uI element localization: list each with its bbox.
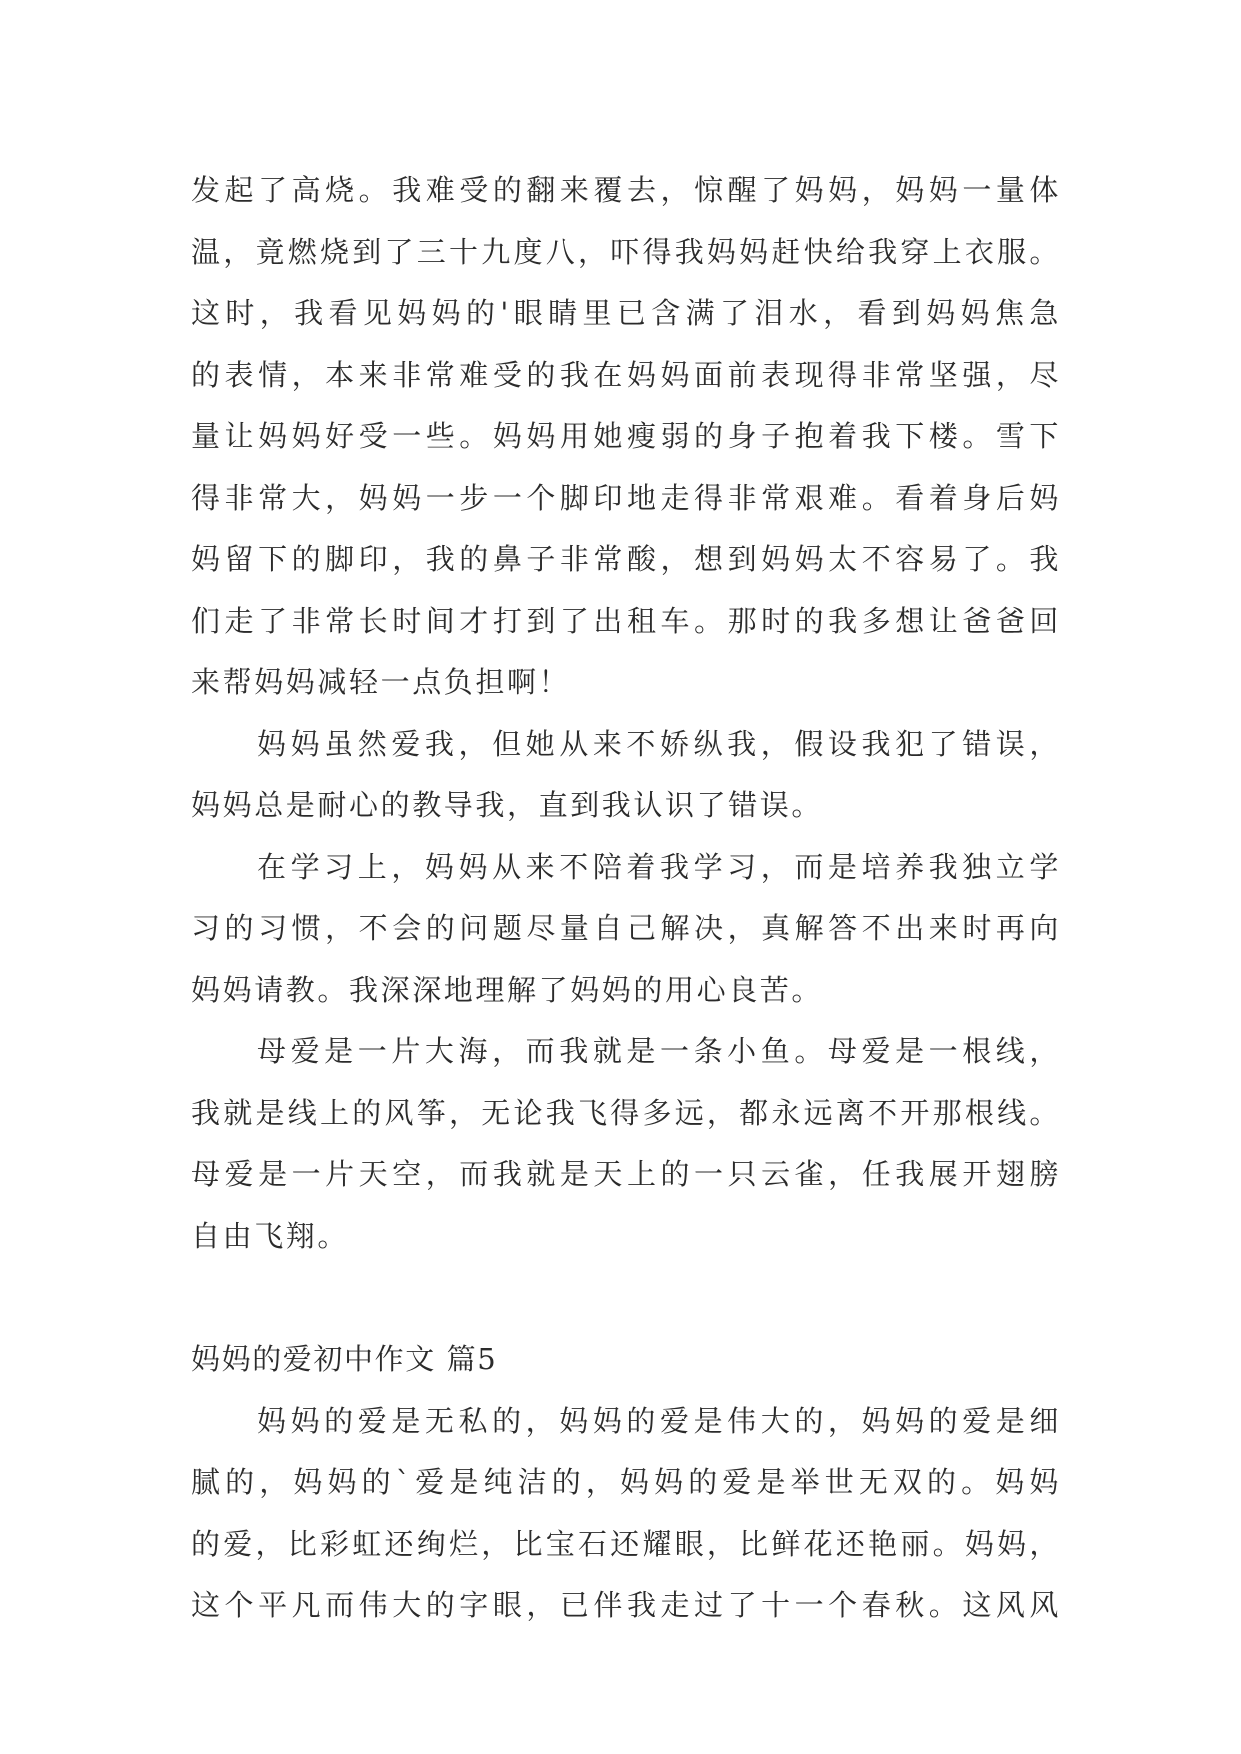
text-line: 们走了非常长时间才打到了出租车。那时的我多想让爸爸回 xyxy=(191,603,1061,638)
paragraph-3 xyxy=(191,837,1061,1022)
text-line: 母爱是一片天空，而我就是天上的一只云雀，任我展开翅膀 xyxy=(191,1157,1061,1191)
paragraph-1 xyxy=(191,160,1061,714)
text-line: 妈留下的脚印，我的鼻子非常酸，想到妈妈太不容易了。我 xyxy=(191,542,1061,576)
text-line: 妈妈请教。我深深地理解了妈妈的用心良苦。 xyxy=(191,972,824,1007)
text-line: 我就是线上的风筝，无论我飞得多远，都永远离不开那根线。 xyxy=(191,1095,1061,1130)
text-line: 母爱是一片大海，而我就是一条小鱼。母爱是一根线， xyxy=(257,1034,1061,1068)
text-line: 的表情，本来非常难受的我在妈妈面前表现得非常坚强，尽 xyxy=(191,357,1061,392)
paragraph-5 xyxy=(191,1391,1061,1637)
paragraph-4 xyxy=(191,1021,1061,1267)
text-line: 得非常大，妈妈一步一个脚印地走得非常艰难。看着身后妈 xyxy=(191,480,1061,515)
section-heading xyxy=(191,1329,1061,1391)
paragraph-2 xyxy=(191,714,1061,837)
text-line: 妈妈总是耐心的教导我，直到我认识了错误。 xyxy=(191,788,824,822)
text-line: 温，竟燃烧到了三十九度八，吓得我妈妈赶快给我穿上衣服。 xyxy=(191,234,1061,269)
text-line: 习的习惯，不会的问题尽量自己解决，真解答不出来时再向 xyxy=(191,911,1061,945)
text-line: 妈妈的爱是无私的，妈妈的爱是伟大的，妈妈的爱是细 xyxy=(257,1403,1061,1438)
document-body xyxy=(191,160,1061,1637)
text-line: 腻的，妈妈的`爱是纯洁的，妈妈的爱是举世无双的。妈妈 xyxy=(191,1465,1061,1499)
text-line: 这时，我看见妈妈的'眼睛里已含满了泪水，看到妈妈焦急 xyxy=(191,296,1061,330)
section-heading-text: 妈妈的爱初中作文 篇5 xyxy=(191,1342,498,1376)
text-line: 在学习上，妈妈从来不陪着我学习，而是培养我独立学 xyxy=(257,849,1061,884)
text-line: 来帮妈妈减轻一点负担啊！ xyxy=(191,665,571,699)
text-line: 这个平凡而伟大的字眼，已伴我走过了十一个春秋。这风风 xyxy=(191,1588,1061,1622)
text-line: 自由飞翔。 xyxy=(191,1218,350,1253)
text-line: 妈妈虽然爱我，但她从来不娇纵我，假设我犯了错误， xyxy=(257,726,1061,761)
text-line: 的爱，比彩虹还绚烂，比宝石还耀眼，比鲜花还艳丽。妈妈， xyxy=(191,1526,1061,1561)
text-line: 发起了高烧。我难受的翻来覆去，惊醒了妈妈，妈妈一量体 xyxy=(191,173,1061,207)
text-line: 量让妈妈好受一些。妈妈用她瘦弱的身子抱着我下楼。雪下 xyxy=(191,419,1061,453)
